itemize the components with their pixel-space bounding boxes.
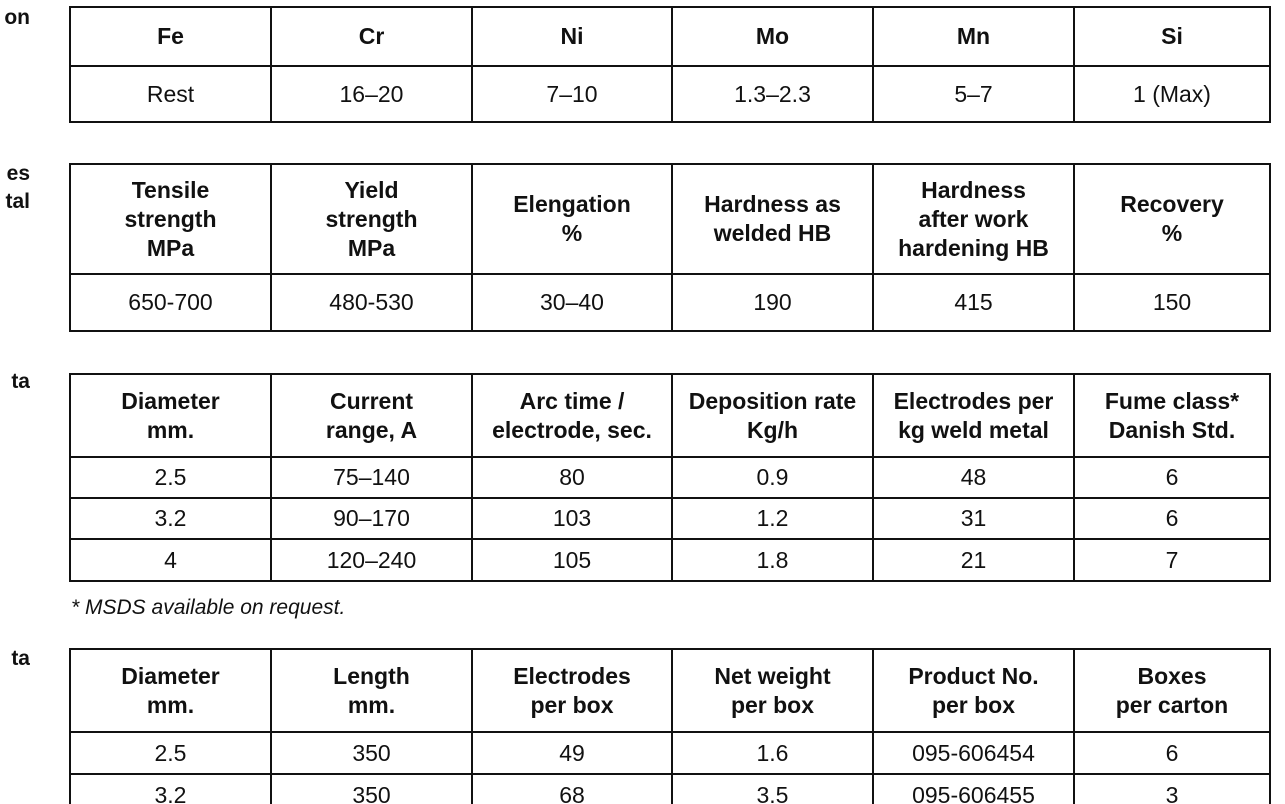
table-cell: 90–170 [271, 498, 472, 539]
header-cell: Mn [873, 7, 1074, 66]
header-cell: Hardness after work hardening HB [873, 164, 1074, 274]
table-cell: 1.2 [672, 498, 873, 539]
table-cell: 2.5 [70, 457, 271, 498]
table-cell: 3 [1074, 774, 1270, 804]
table-cell: 105 [472, 539, 672, 581]
section-label-properties: es tal [5, 162, 30, 213]
header-cell: Length mm. [271, 649, 472, 732]
table-cell: 7–10 [472, 66, 672, 122]
header-cell: Boxes per carton [1074, 649, 1270, 732]
welding-data-table [69, 373, 1271, 582]
header-cell: Cr [271, 7, 472, 66]
header-cell: Diameter mm. [70, 649, 271, 732]
header-cell: Current range, A [271, 374, 472, 457]
table-cell: 350 [271, 774, 472, 804]
header-cell: Ni [472, 7, 672, 66]
section-label-packing-data: ta [11, 647, 30, 670]
table-cell: 1.3–2.3 [672, 66, 873, 122]
header-cell: Hardness as welded HB [672, 164, 873, 274]
table-cell: 2.5 [70, 732, 271, 774]
table-row [70, 732, 1270, 774]
table-row [70, 774, 1270, 804]
table-cell: 3.2 [70, 498, 271, 539]
table-cell: 30–40 [472, 274, 672, 331]
table-cell: 1.8 [672, 539, 873, 581]
table-cell: 80 [472, 457, 672, 498]
table-cell: 5–7 [873, 66, 1074, 122]
table-cell: Rest [70, 66, 271, 122]
table-cell: 7 [1074, 539, 1270, 581]
table-cell: 0.9 [672, 457, 873, 498]
table-cell: 150 [1074, 274, 1270, 331]
header-cell: Deposition rate Kg/h [672, 374, 873, 457]
packing-data-table [69, 648, 1271, 804]
header-cell: Tensile strength MPa [70, 164, 271, 274]
table-cell: 31 [873, 498, 1074, 539]
table-cell: 120–240 [271, 539, 472, 581]
composition-table [69, 6, 1271, 123]
header-cell: Mo [672, 7, 873, 66]
header-cell: Net weight per box [672, 649, 873, 732]
table-cell: 3.2 [70, 774, 271, 804]
table-row [70, 274, 1270, 331]
section-label-welding-data: ta [11, 370, 30, 393]
header-cell: Elengation % [472, 164, 672, 274]
table-row [70, 498, 1270, 539]
table-row [70, 457, 1270, 498]
table-cell: 1.6 [672, 732, 873, 774]
table-cell: 095-606455 [873, 774, 1074, 804]
table-cell: 6 [1074, 732, 1270, 774]
table-cell: 103 [472, 498, 672, 539]
table-cell: 415 [873, 274, 1074, 331]
table-cell: 16–20 [271, 66, 472, 122]
table-row [70, 539, 1270, 581]
header-cell: Arc time / electrode, sec. [472, 374, 672, 457]
header-cell: Fe [70, 7, 271, 66]
table-cell: 350 [271, 732, 472, 774]
table-row [70, 66, 1270, 122]
table-cell: 75–140 [271, 457, 472, 498]
properties-table [69, 163, 1271, 332]
table-cell: 650-700 [70, 274, 271, 331]
header-cell: Product No. per box [873, 649, 1074, 732]
table-cell: 49 [472, 732, 672, 774]
header-cell: Yield strength MPa [271, 164, 472, 274]
table-cell: 4 [70, 539, 271, 581]
table-cell: 3.5 [672, 774, 873, 804]
table-cell: 48 [873, 457, 1074, 498]
header-cell: Electrodes per box [472, 649, 672, 732]
header-cell: Diameter mm. [70, 374, 271, 457]
table-cell: 6 [1074, 498, 1270, 539]
table-cell: 6 [1074, 457, 1270, 498]
table-cell: 480-530 [271, 274, 472, 331]
header-cell: Recovery % [1074, 164, 1270, 274]
header-cell: Electrodes per kg weld metal [873, 374, 1074, 457]
table-cell: 21 [873, 539, 1074, 581]
table-cell: 190 [672, 274, 873, 331]
header-cell: Si [1074, 7, 1270, 66]
footnote: * MSDS available on request. [71, 596, 346, 619]
table-cell: 095-606454 [873, 732, 1074, 774]
section-label-composition: on [4, 6, 30, 29]
table-cell: 1 (Max) [1074, 66, 1270, 122]
header-cell: Fume class* Danish Std. [1074, 374, 1270, 457]
table-cell: 68 [472, 774, 672, 804]
